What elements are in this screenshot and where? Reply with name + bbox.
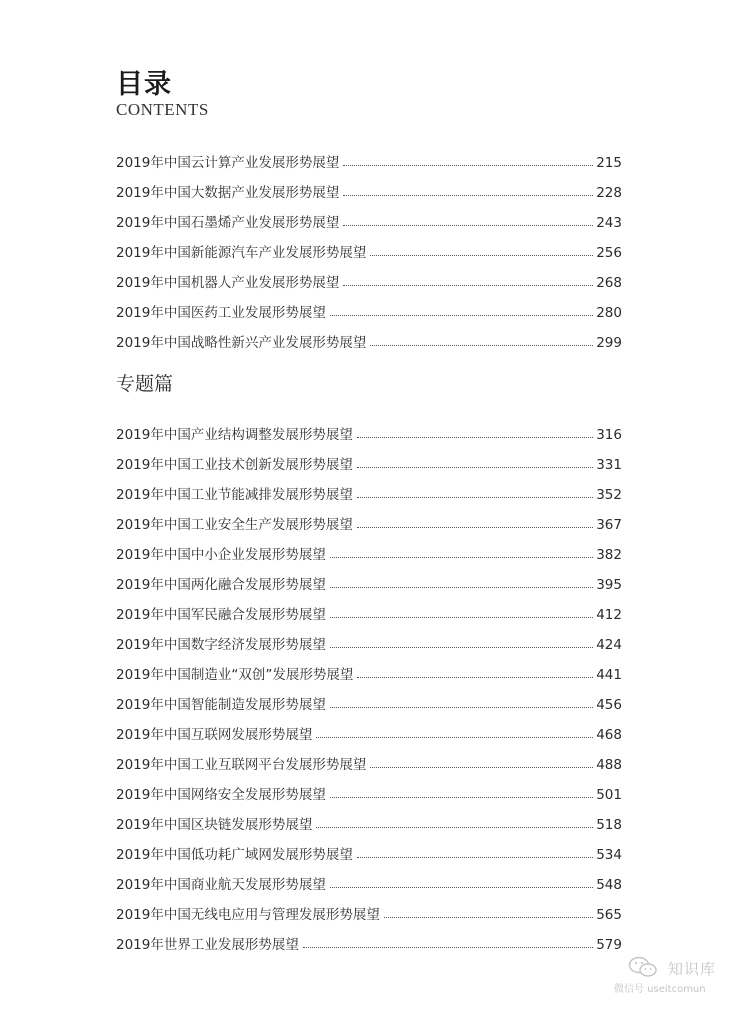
toc-entry-title: 2019年中国大数据产业发展形势展望 [116,185,340,201]
toc-entry[interactable] [116,833,622,863]
dot-leader [330,707,593,708]
page-subtitle: CONTENTS [116,100,209,119]
toc-entry[interactable] [116,743,622,773]
toc-entry[interactable] [116,923,622,953]
toc-entry-title: 2019年中国区块链发展形势展望 [116,817,313,833]
toc-entry-title: 2019年中国网络安全发展形势展望 [116,787,326,803]
dot-leader [343,285,593,286]
toc-entry[interactable] [116,473,622,503]
dot-leader [357,467,593,468]
toc-entry-title: 2019年中国无线电应用与管理发展形势展望 [116,907,380,923]
dot-leader [316,737,593,738]
toc-entry-page: 299 [596,335,622,351]
toc-entry-title: 2019年中国商业航天发展形势展望 [116,877,326,893]
toc-entry[interactable] [116,563,622,593]
toc-entry-title: 2019年中国互联网发展形势展望 [116,727,313,743]
toc-entry-page: 382 [596,547,622,563]
toc-entry-title: 2019年中国机器人产业发展形势展望 [116,275,340,291]
dot-leader [316,827,593,828]
toc-entry-page: 456 [596,697,622,713]
dot-leader [357,437,593,438]
dot-leader [330,797,593,798]
toc-entry-page: 228 [596,185,622,201]
dot-leader [357,527,593,528]
toc-entry-page: 367 [596,517,622,533]
toc-entry-page: 395 [596,577,622,593]
toc-entry-title: 2019年中国智能制造发展形势展望 [116,697,326,713]
section-heading: 专题篇 [116,373,174,395]
toc-entry-title: 2019年中国石墨烯产业发展形势展望 [116,215,340,231]
toc-entry-title: 2019年中国数字经济发展形势展望 [116,637,326,653]
toc-entry-page: 518 [596,817,622,833]
toc-entry-page: 316 [596,427,622,443]
dot-leader [330,647,593,648]
toc-entry[interactable] [116,141,622,171]
toc-entry[interactable] [116,773,622,803]
toc-entry-title: 2019年中国工业节能减排发展形势展望 [116,487,353,503]
dot-leader [330,587,593,588]
toc-entry-page: 243 [596,215,622,231]
toc-entry-page: 579 [596,937,622,953]
toc-entry-page: 256 [596,245,622,261]
dot-leader [343,165,593,166]
dot-leader [343,195,593,196]
toc-entry-title: 2019年中国中小企业发展形势展望 [116,547,326,563]
toc-entry[interactable] [116,291,622,321]
toc-special-list [116,413,622,953]
toc-entry-title: 2019年中国工业技术创新发展形势展望 [116,457,353,473]
toc-entry-page: 548 [596,877,622,893]
toc-entry-title: 2019年中国医药工业发展形势展望 [116,305,326,321]
watermark-name: 知识库 [668,960,717,978]
toc-entry[interactable] [116,683,622,713]
watermark [614,956,734,996]
toc-entry-page: 424 [596,637,622,653]
dot-leader [384,917,593,918]
toc-entry-page: 331 [596,457,622,473]
dot-leader [303,947,593,948]
toc-entry-page: 352 [596,487,622,503]
dot-leader [357,497,593,498]
dot-leader [357,677,593,678]
toc-entry-page: 468 [596,727,622,743]
toc-entry-page: 441 [596,667,622,683]
toc-entry-title: 2019年中国两化融合发展形势展望 [116,577,326,593]
toc-entry-page: 268 [596,275,622,291]
toc-entry-title: 2019年中国战略性新兴产业发展形势展望 [116,335,367,351]
toc-entry-page: 565 [596,907,622,923]
toc-entry[interactable] [116,413,622,443]
toc-entry-title: 2019年中国工业互联网平台发展形势展望 [116,757,367,773]
dot-leader [370,345,593,346]
toc-entry[interactable] [116,503,622,533]
dot-leader [330,315,593,316]
toc-entry[interactable] [116,201,622,231]
toc-entry[interactable] [116,623,622,653]
toc-entry-title: 2019年中国产业结构调整发展形势展望 [116,427,353,443]
toc-entry-title: 2019年世界工业发展形势展望 [116,937,299,953]
toc-entry-title: 2019年中国低功耗广域网发展形势展望 [116,847,353,863]
toc-entry[interactable] [116,231,622,261]
dot-leader [370,767,593,768]
toc-entry-page: 215 [596,155,622,171]
dot-leader [330,557,593,558]
dot-leader [343,225,593,226]
dot-leader [330,887,593,888]
wechat-icon [628,956,658,978]
toc-entry-page: 488 [596,757,622,773]
toc-entry[interactable] [116,593,622,623]
toc-entry[interactable] [116,863,622,893]
toc-entry-page: 501 [596,787,622,803]
toc-entry[interactable] [116,803,622,833]
toc-entry-page: 412 [596,607,622,623]
dot-leader [330,617,593,618]
toc-entry[interactable] [116,533,622,563]
watermark-url: 微信号 useitcomun [614,984,706,995]
toc-entry-title: 2019年中国云计算产业发展形势展望 [116,155,340,171]
dot-leader [370,255,593,256]
dot-leader [357,857,593,858]
toc-entry[interactable] [116,713,622,743]
toc-entry-title: 2019年中国制造业“双创”发展形势展望 [116,667,354,683]
toc-entry[interactable] [116,443,622,473]
toc-entry[interactable] [116,171,622,201]
toc-entry-title: 2019年中国军民融合发展形势展望 [116,607,326,623]
page-title: 目录 [116,69,172,100]
toc-entry[interactable] [116,893,622,923]
toc-entry-title: 2019年中国新能源汽车产业发展形势展望 [116,245,367,261]
toc-entry-page: 534 [596,847,622,863]
toc-entry-page: 280 [596,305,622,321]
toc-entry-title: 2019年中国工业安全生产发展形势展望 [116,517,353,533]
toc-entry[interactable] [116,321,622,351]
toc-main-list [116,141,622,351]
toc-entry[interactable] [116,653,622,683]
toc-entry[interactable] [116,261,622,291]
